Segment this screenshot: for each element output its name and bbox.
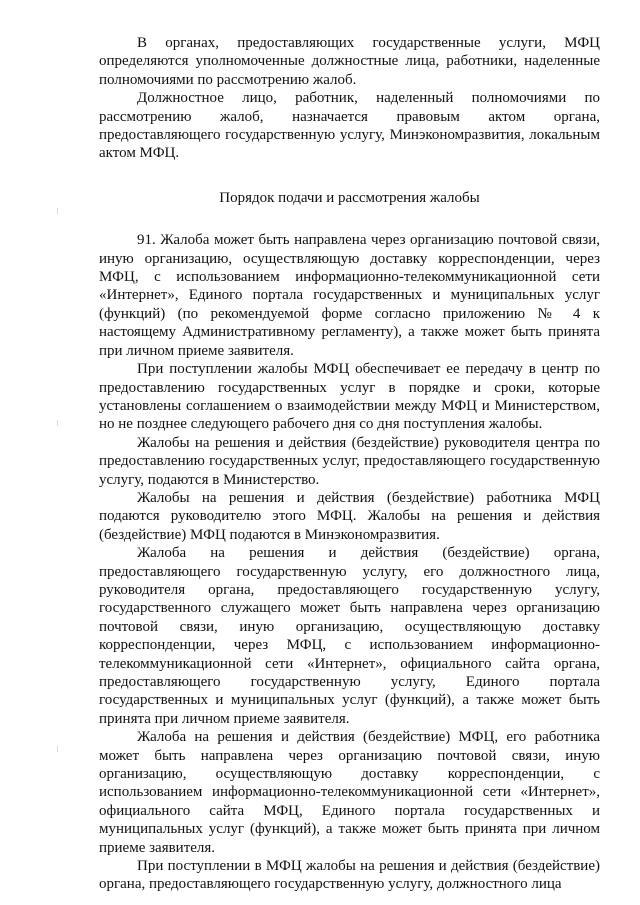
- paragraph: Жалоба на решения и действия (бездействие) МФЦ, его работника может быть направлена через организацию почтовой связи, иную организацию, осуществляющую доставку корреспонденции, с использованием информационно-телекоммуникационной сети «Интернет», официального сайта МФЦ, Единого портала государственных и муниципальных услуг (функций), а также может быть принята при личном приеме заявителя.: [99, 729, 600, 856]
- document-body: [99, 34, 600, 894]
- paragraph: 91. Жалоба может быть направлена через организацию почтовой связи, иную организацию, осуществляющую доставку корреспонденции, через МФЦ, с использованием информационно-телекоммуникационной сети «Интернет», Единого портала государственных и муниципальных услуг (функций) (по рекомендуемой форме согласно приложению № 4 к настоящему Административному регламенту), а также может быть принята при личном приеме заявителя.: [99, 232, 600, 359]
- paragraph: При поступлении в МФЦ жалобы на решения и действия (бездействие) органа, предоставляющего государственную услугу, должностного лица: [99, 858, 600, 893]
- section-heading: Порядок подачи и рассмотрения жалобы: [219, 189, 480, 206]
- margin-mark: [57, 420, 58, 426]
- paragraph: Жалобы на решения и действия (бездействие) работника МФЦ подаются руководителю этого МФЦ. Жалобы на решения и действия (бездействие) МФЦ подаются в Минэкономразвития.: [99, 489, 600, 543]
- paragraph: Должностное лицо, работник, наделенный полномочиями по рассмотрению жалоб, назначается правовым актом органа, предоставляющего государственную услугу, Минэкономразвития, локальным актом МФЦ.: [99, 90, 600, 162]
- paragraph: Жалоба на решения и действия (бездействие) органа, предоставляющего государственную услугу, его должностного лица, руководителя органа, предоставляющего государственную услугу, государственного служащего может быть направлена через организацию почтовой связи, иную организацию, осуществляющую доставку корреспонденции, через МФЦ, с использованием информационно-телекоммуникационной сети «Интернет», официального сайта органа, предоставляющего государственную услугу, Единого портала государственных и муниципальных услуг (функций), а также может быть принята при личном приеме заявителя.: [99, 545, 600, 727]
- paragraph: При поступлении жалобы МФЦ обеспечивает ее передачу в центр по предоставлению государственных услуг в порядке и сроки, которые установлены соглашением о взаимодействии между МФЦ и Министерством, но не позднее следующего рабочего дня со дня поступления жалобы.: [99, 361, 600, 433]
- margin-mark: [57, 746, 58, 752]
- margin-mark: [57, 208, 58, 214]
- paragraph: В органах, предоставляющих государственные услуги, МФЦ определяются уполномоченные должностные лица, работники, наделенные полномочиями по рассмотрению жалоб.: [99, 35, 600, 88]
- paragraph: Жалобы на решения и действия (бездействие) руководителя центра по предоставлению государственных услуг, предоставляющего государственную услугу, подаются в Министерство.: [99, 434, 600, 488]
